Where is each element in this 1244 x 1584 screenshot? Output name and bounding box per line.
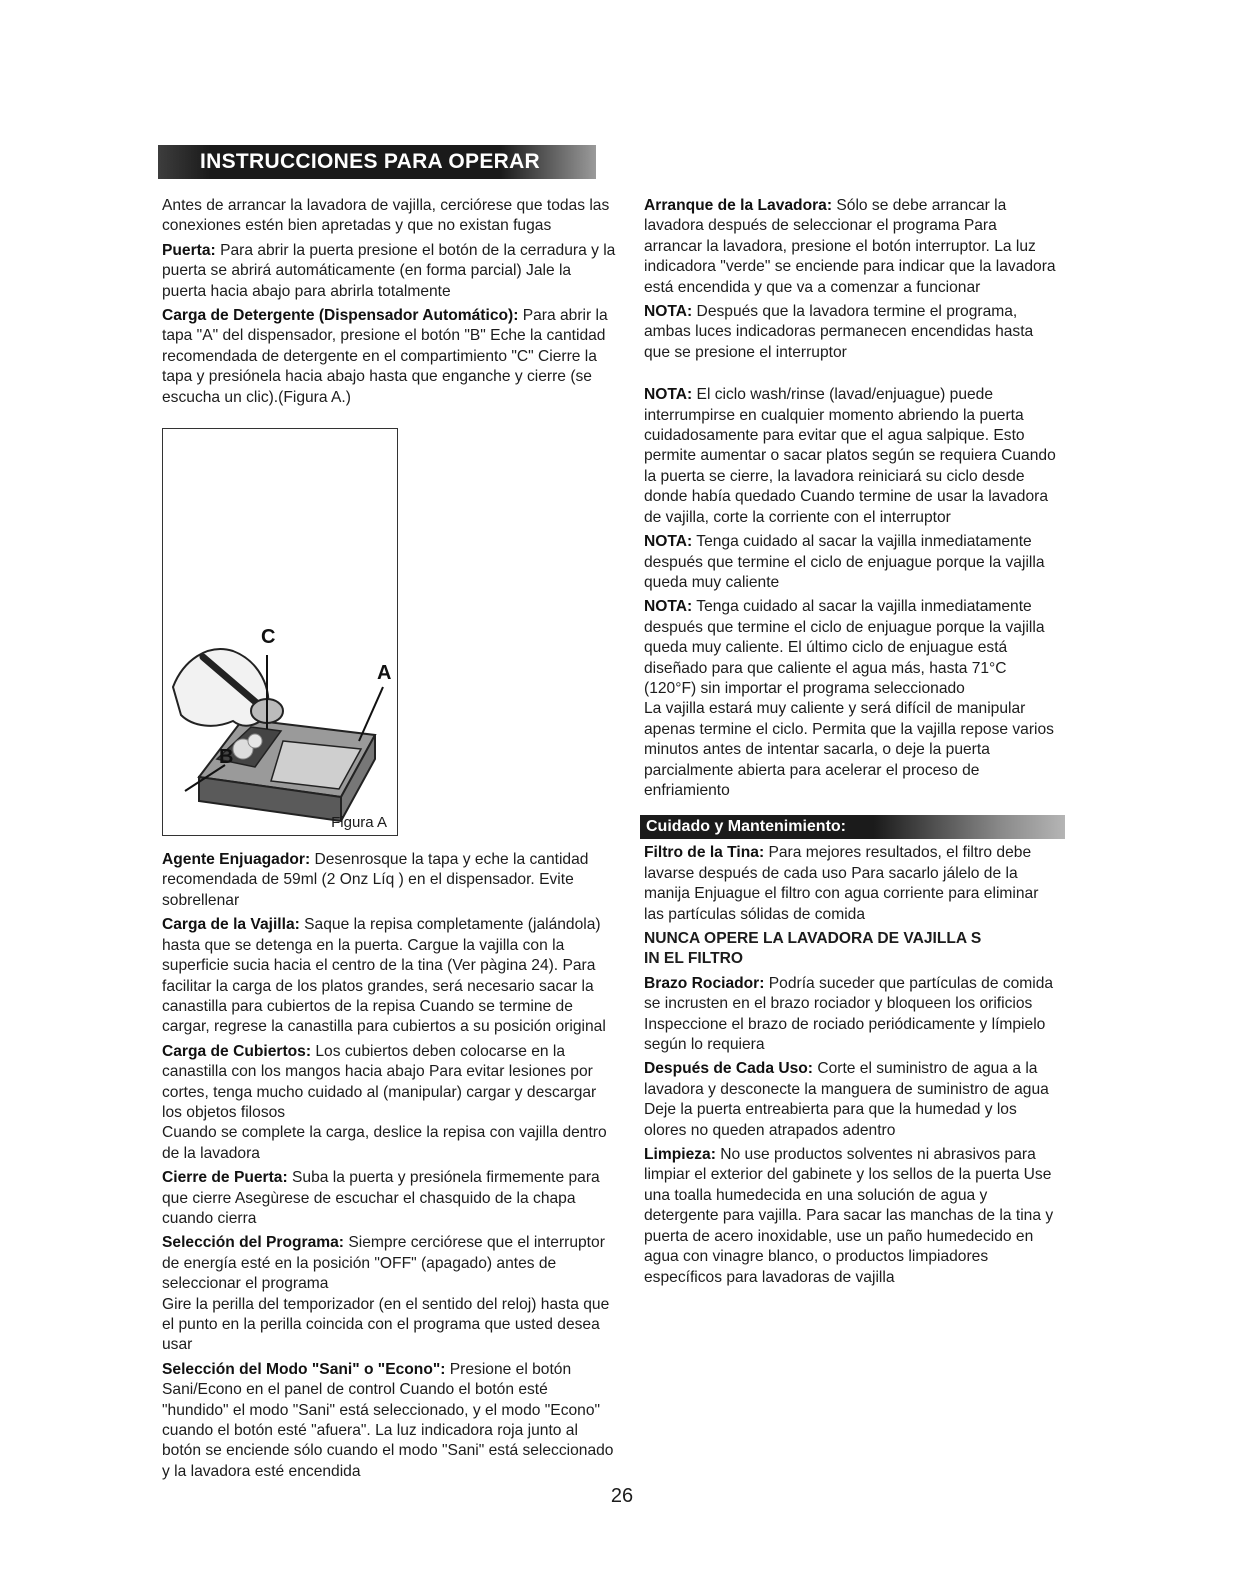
intro-paragraph: Antes de arrancar la lavadora de vajilla, cerciórese que todas las conexiones estén bien apretadas y que no existan fugas xyxy=(162,197,610,235)
figure-a xyxy=(162,428,398,836)
filter-warning-line-2: IN EL FILTRO xyxy=(644,950,744,968)
programa-paragraph xyxy=(162,1233,617,1294)
filter-warning xyxy=(644,929,1059,970)
brazo-text: Podría suceder que partículas de comida se incrusten en el brazo rociador y bloqueen los orificios Inspeccione el brazo de rociado periódicamente y límpielo según lo requiera xyxy=(644,974,1054,1054)
cubiertos-paragraph-2: Cuando se complete la carga, deslice la repisa con vajilla dentro de la lavadora xyxy=(162,1124,607,1162)
cubiertos-text: Los cubiertos deben colocarse en la canastilla con los mangos hacia abajo Para evitar lesiones por cortes, tenga mucho cuidado al (manipular) cargar y descargar los objetos filosos xyxy=(162,1042,597,1121)
nota1-paragraph xyxy=(644,302,1059,363)
limpieza-label: Limpieza: xyxy=(644,1146,716,1164)
detergent-powder-shape xyxy=(248,734,262,748)
despues-text: Corte el suministro de agua a la lavadora y desconecte la manguera de suministro de agua Deje la puerta entreabierta para que la humedad y los olores no queden atrapados adentro xyxy=(644,1060,1049,1139)
nota2-paragraph xyxy=(644,385,1059,528)
filtro-text: Para mejores resultados, el filtro debe lavarse después de cada uso Para sacarlo jálelo de la manija Enjuague el filtro con agua corriente para eliminar las partículas sólidas de comida xyxy=(644,844,1039,923)
enjuagador-text: Desenrosque la tapa y eche la cantidad recomendada de 59ml (2 Onz Líq ) en el dispensador. Evite sobrellenar xyxy=(162,851,589,909)
nota4-paragraph xyxy=(644,597,1059,699)
modo-text: Presione el botón Sani/Econo en el panel de control Cuando el botón esté "hundido" el modo "Sani" está seleccionado, y el modo "Econo" cuando el botón esté "afuera". La luz indicadora roja junto al botón se enciende sólo cuando el modo "Sani" está seleccionado y la lavadora esté encendida xyxy=(162,1360,614,1480)
puerta-text: Para abrir la puerta presione el botón de la cerradura y la puerta se abrirá automáticamente (en forma parcial) Jale la puerta hacia abajo para abrirla totalmente xyxy=(162,241,616,300)
brazo-paragraph xyxy=(644,974,1059,1056)
limpieza-text: No use productos solventes ni abrasivos para limpiar el exterior del gabinete y los sellos de la puerta Use una toalla humedecida en una solución de agua y detergente para vajilla. Para sacar las manchas de la tina y puerta de acero inoxidable, use un paño humedecido en agua con vinagre blanco, o productos limpiadores específicos para lavadoras de vajilla xyxy=(644,1146,1054,1286)
vajilla-label: Carga de la Vajilla: xyxy=(162,916,300,934)
puerta-paragraph xyxy=(162,241,617,302)
arranque-label: Arranque de la Lavadora: xyxy=(644,197,833,214)
puerta-label: Puerta: xyxy=(162,241,216,259)
label-c: C xyxy=(261,626,276,649)
section-title-banner: INSTRUCCIONES PARA OPERAR xyxy=(158,145,596,179)
modo-paragraph xyxy=(162,1360,617,1482)
nota4-label: NOTA: xyxy=(644,598,693,616)
filtro-label: Filtro de la Tina: xyxy=(644,844,765,862)
label-a: A xyxy=(377,662,392,685)
label-b: B xyxy=(219,746,234,769)
programa-text: Siempre cerciórese que el interruptor de energía esté en la posición "OFF" (apagado) antes de seleccionar el programa xyxy=(162,1234,605,1293)
programa-label: Selección del Programa: xyxy=(162,1234,344,1252)
label-a-line xyxy=(359,687,383,741)
detergente-paragraph xyxy=(162,306,617,408)
cierre-label: Cierre de Puerta: xyxy=(162,1169,288,1187)
right-column xyxy=(644,196,1059,1292)
nota4-paragraph-2: La vajilla estará muy caliente y será difícil de manipular apenas termine el ciclo. Permita que la vajilla repose varios minutos antes de intentar sacarla, o deje la puerta parcialmente abierta para acelerar el proceso de enfriamiento xyxy=(644,700,1054,799)
programa-paragraph-2: Gire la perilla del temporizador (en el sentido del reloj) hasta que el punto en la perilla coincida con el programa que usted desea usar xyxy=(162,1295,610,1354)
filter-warning-line-1: NUNCA OPERE LA LAVADORA DE VAJILLA S xyxy=(644,930,982,947)
nota3-paragraph xyxy=(644,532,1059,593)
enjuagador-paragraph xyxy=(162,850,617,911)
left-column xyxy=(162,196,617,1486)
enjuagador-label: Agente Enjuagador: xyxy=(162,851,311,869)
detergente-label: Carga de Detergente (Dispensador Automático): xyxy=(162,307,519,325)
cierre-paragraph xyxy=(162,1168,617,1229)
figure-caption: Figura A xyxy=(331,813,387,831)
cubiertos-label: Carga de Cubiertos: xyxy=(162,1042,312,1060)
page-number: 26 xyxy=(610,1485,634,1507)
nota4-text: Tenga cuidado al sacar la vajilla inmediatamente después que termine el ciclo de enjuague porque la vajilla queda muy caliente. El último ciclo de enjuague está diseñado para que caliente el agua más, hasta 71°C (120°F) sin importar el programa seleccionado xyxy=(644,598,1045,697)
limpieza-paragraph xyxy=(644,1145,1059,1288)
brazo-label: Brazo Rociador: xyxy=(644,974,765,992)
cubiertos-paragraph xyxy=(162,1042,617,1124)
despues-paragraph xyxy=(644,1059,1059,1141)
modo-label: Selección del Modo "Sani" o "Econo": xyxy=(162,1360,446,1378)
dispenser-illustration xyxy=(163,429,399,837)
nota3-label: NOTA: xyxy=(644,533,693,551)
nota2-label: NOTA: xyxy=(644,386,693,404)
nota3-text: Tenga cuidado al sacar la vajilla inmediatamente después que termine el ciclo de enjuague porque la vajilla queda muy caliente xyxy=(644,533,1045,591)
vajilla-paragraph xyxy=(162,915,617,1037)
arranque-text: Sólo se debe arrancar la lavadora después de seleccionar el programa Para arrancar la lavadora, presione el botón interruptor. La luz indicadora "verde" se enciende para indicar que la lavadora está encendida y que va a comenzar a funcionar xyxy=(644,197,1056,296)
despues-label: Después de Cada Uso: xyxy=(644,1060,813,1078)
spacer xyxy=(644,367,1059,385)
nota2-text: El ciclo wash/rinse (lavad/enjuague) puede interrumpirse en cualquier momento abriendo la puerta cuidadosamente para evitar que el agua salpique. Esto permite aumentar o sacar platos según se requiera Cuando la puerta se cierre, la lavadora reiniciará su ciclo desde donde había quedado Cuando termine de usar la lavadora de vajilla, corte la corriente con el interruptor xyxy=(644,386,1056,526)
nota1-label: NOTA: xyxy=(644,303,693,321)
nota1-text: Después que la lavadora termine el programa, ambas luces indicadoras permanecen encendidas hasta que se presione el interruptor xyxy=(644,303,1034,361)
detergente-text: Para abrir la tapa "A" del dispensador, presione el botón "B" Eche la cantidad recomendada de detergente en el compartimiento "C" Cierre la tapa y presiónela hacia abajo hasta que enganche y cierre (se escucha un clic).(Figura A.) xyxy=(162,307,608,406)
arranque-paragraph xyxy=(644,196,1059,298)
cierre-text: Suba la puerta y presiónela firmemente para que cierre Asegùrese de escuchar el chasquido de la chapa cuando cierra xyxy=(162,1169,600,1227)
cuidado-banner: Cuidado y Mantenimiento: xyxy=(640,815,1065,839)
filtro-paragraph xyxy=(644,843,1059,925)
vajilla-text: Saque la repisa completamente (jalándola) hasta que se detenga en la puerta. Cargue la vajilla con la superficie sucia hacia el centro de la tina (Ver pàgina 24). Para facilitar la carga de los platos grandes, será necesario sacar la canastilla para cubiertos de la repisa Cuando se termine de cargar, regrese la canastilla para cubiertos a su posición original xyxy=(162,916,606,1036)
